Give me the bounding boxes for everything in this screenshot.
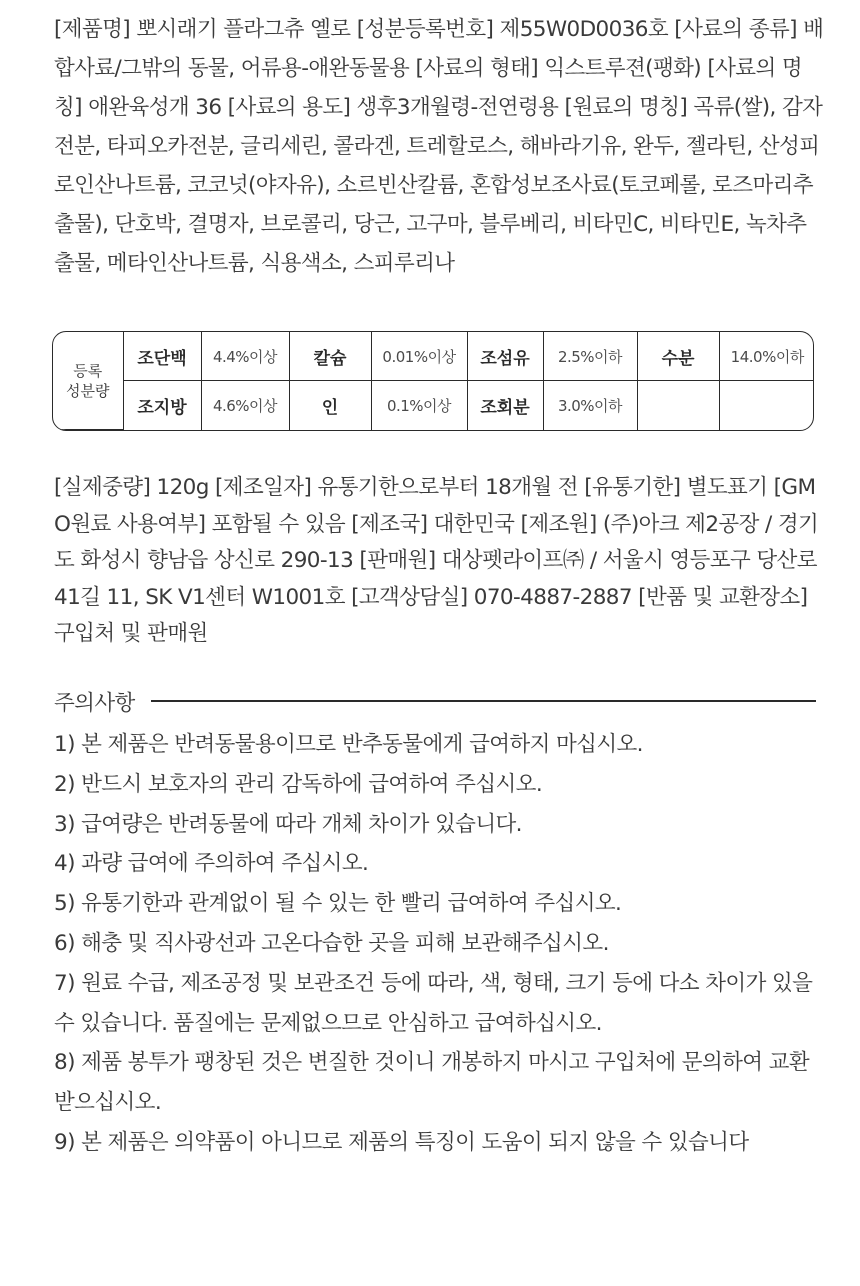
caution-item: 2) 반드시 보호자의 관리 감독하에 급여하여 주십시오. [54,771,543,797]
header-line: 성분량 [66,381,110,400]
nutrient-row [53,332,814,381]
header-line: 등록 [73,361,103,380]
nutrient-value: 4.4%이상 [201,332,289,381]
caution-item: 7) 원료 수급, 제조공정 및 보관조건 등에 따라, 색, 형태, 크기 등에 다소 차이가 있을 수 있습니다. 품질에는 문제없으므로 안심하고 급여하십시오. [54,970,813,1036]
nutrient-label [637,381,719,430]
nutrient-value: 4.6%이상 [201,381,289,430]
caution-item: 6) 해충 및 직사광선과 고온다습한 곳을 피해 보관해주십시오. [54,930,609,956]
caution-title: 주의사항 [54,690,135,716]
nutrient-value: 2.5%이하 [543,332,637,381]
caution-item: 4) 과량 급여에 주의하여 주십시오. [54,851,369,877]
nutrient-row [53,381,814,430]
caution-item: 1) 본 제품은 반려동물용이므로 반추동물에게 급여하지 마십시오. [54,732,643,757]
nutrient-label: 칼슘 [289,332,371,381]
caution-divider [151,700,816,702]
nutrient-label: 인 [289,381,371,430]
nutrient-value: 3.0%이하 [543,381,637,430]
product-info-text: [제품명] 뽀시래기 플라그츄 옐로 [성분등록번호] 제55W0D0036호 [사료의 종류] 배합사료/그밖의 동물, 어류용-애완동물용 [사료의 형태] 익스트루젼(팽화) [사료의 명칭] 애완육성개 36 [사료의 용도] 생후3개월령-전연령용 [원료의 명칭] 곡류(쌀), 감자전분, 타피오카전분, 글리세린, 콜라겐, 트레할로스, 해바라기유, 완두, 젤라틴, 산성피로인산나트륨, 코코넛(야자유), 소르빈산칼륨, 혼합성보조사료(토코페롤, 로즈마리추출물), 단호박, 결명자, 브로콜리, 당근, 고구마, 블루베리, 비타민C, 비타민E, 녹차추출물, 메타인산나트륨, 식용색소, 스피루리나 [54,17,824,276]
manufacturing-info-text: [실제중량] 120g [제조일자] 유통기한으로부터 18개월 전 [유통기한] 별도표기 [GMO원료 사용여부] 포함될 수 있음 [제조국] 대한민국 [제조원] (주)아크 제2공장 / 경기도 화성시 향남읍 상신로 290-13 [판매원] 대상펫라이프㈜ / 서울시 영등포구 당산로 41길 11, SK V1센터 W1001호 [고객상담실] 070-4887-2887 [반품 및 교환장소]구입처 및 판매원 [54,475,819,646]
caution-header [54,683,816,719]
nutrient-table-header [53,332,123,430]
registered-nutrient-table [52,331,814,431]
caution-item: 5) 유통기한과 관계없이 될 수 있는 한 빨리 급여하여 주십시오. [54,891,622,917]
nutrient-label: 조회분 [467,381,543,430]
nutrient-value: 0.01%이상 [371,332,467,381]
nutrient-label: 수분 [637,332,719,381]
nutrient-value: 0.1%이상 [371,381,467,430]
nutrient-label: 조지방 [123,381,201,430]
nutrient-value [719,381,814,430]
caution-item: 8) 제품 봉투가 팽창된 것은 변질한 것이니 개봉하지 마시고 구입처에 문의하여 교환 받으십시오. [54,1050,810,1116]
caution-list [54,725,824,1163]
caution-item: 9) 본 제품은 의약품이 아니므로 제품의 특징이 도움이 되지 않을 수 있습니다 [54,1129,749,1155]
nutrient-label: 조단백 [123,332,201,381]
nutrient-value: 14.0%이하 [719,332,814,381]
caution-item: 3) 급여량은 반려동물에 따라 개체 차이가 있습니다. [54,811,522,837]
nutrient-label: 조섬유 [467,332,543,381]
